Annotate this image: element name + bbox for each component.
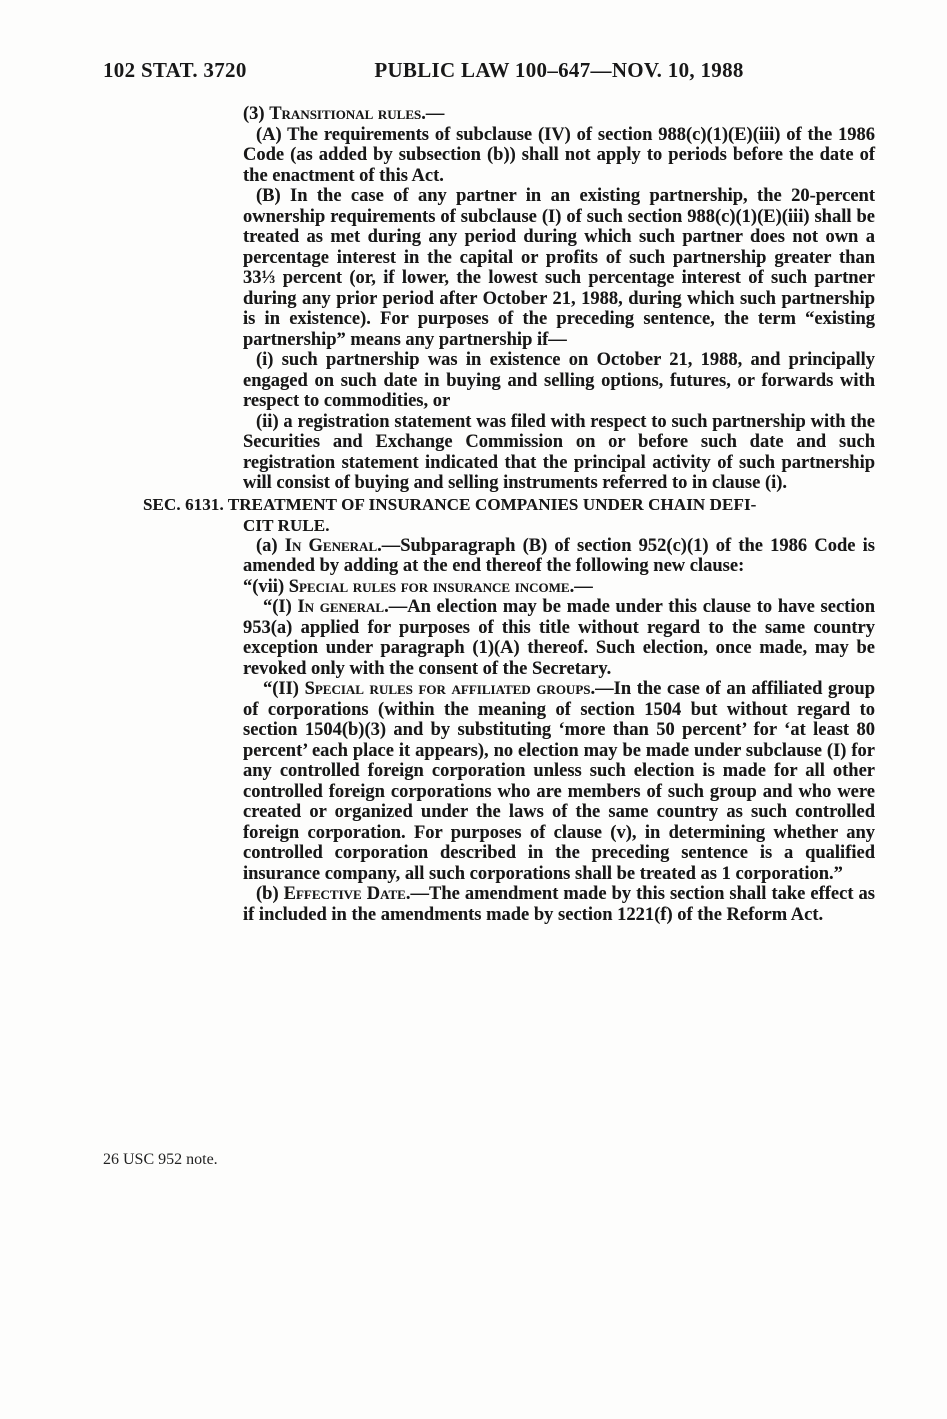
section-heading-line2: CIT RULE.	[243, 515, 330, 535]
clause-i: (i) such partnership was in existence on October 21, 1988, and principally engaged on such date in buying and selling options, futures, or forwards with respect to commodities, or	[243, 350, 875, 411]
para-3-heading	[243, 104, 875, 125]
clause-vii-title: Special rules for insurance income	[288, 576, 570, 597]
margin-note: 26 USC 952 note.	[103, 1151, 218, 1168]
subclause-I-number: “(I)	[263, 597, 298, 617]
para-3-dash: .—	[421, 104, 445, 124]
clause-vii-heading	[243, 577, 875, 598]
para-b-text: .—The amendment made by this section shall take effect as if included in the amendments made by section 1221(f) of the Reform Act.	[243, 884, 875, 925]
clause-vii-number: “(vii)	[243, 576, 289, 597]
law-header-title: PUBLIC LAW 100–647—NOV. 10, 1988	[374, 58, 744, 82]
para-3-number: (3)	[243, 104, 270, 124]
para-B: (B) In the case of any partner in an existing partnership, the 20-percent ownership requirements of subclause (I) of such section 988(c)(1)(E)(iii) shall be treated as met during any period during which such partner does not own a percentage interest in the capital or profits of such partnership greater than 33⅓ percent (or, if lower, the lowest such percentage interest of such partner during any prior period after October 21, 1988, during which such partnership is in existence). For purposes of the preceding sentence, the term “existing partnership” means any partnership if—	[243, 186, 875, 350]
para-a-number: (a)	[256, 535, 285, 556]
para-b-number: (b)	[256, 884, 284, 904]
clause-ii: (ii) a registration statement was filed with respect to such partnership with the Securities and Exchange Commission on or before such date and such registration statement indicated that the principal activity of such partnership will consist of buying and selling instruments referred to in clause (i).	[243, 411, 875, 493]
para-a-lead: In General	[284, 535, 378, 556]
subclause-II-lead: Special rules for affiliated groups	[304, 679, 591, 699]
subclause-I	[243, 597, 875, 679]
section-6131-heading	[143, 494, 875, 536]
para-3-title: Transitional rules	[269, 104, 422, 124]
subclause-II	[243, 679, 875, 884]
subclause-II-text: .—In the case of an affiliated group of corporations (within the meaning of section 1504 but without regard to section 1504(b)(3) and by substituting ‘more than 50 percent’ for ‘at least 80 percent’ each place it appears), no election may be made under subclause (I) for any controlled foreign corporation unless such election is made for all other controlled foreign corporations who are members of such group and who were created or organized under the laws of the same country as such controlled foreign corporation. For purposes of clause (v), in determining whether any controlled corporation described in the preceding sentence is a qualified insurance company, all such corporations shall be treated as 1 corporation.”	[243, 679, 875, 884]
para-b-effective-date	[243, 884, 875, 925]
para-A: (A) The requirements of subclause (IV) of section 988(c)(1)(E)(iii) of the 1986 Code (as added by subsection (b)) shall not apply to periods before the date of the enactment of this Act.	[243, 124, 875, 186]
clause-vii-dash: .—	[569, 576, 593, 597]
stat-page-number: 102 STAT. 3720	[103, 58, 247, 82]
para-a-text: .—Subparagraph (B) of section 952(c)(1) of the 1986 Code is amended by adding at the end thereof the following new clause:	[243, 535, 875, 576]
subclause-I-text: .—An election may be made under this clause to have section 953(a) applied for purposes of this title without regard to the same country exception under paragraph (1)(A) thereof. Such election, once made, may be revoked only with the consent of the Secretary.	[243, 597, 875, 679]
subclause-I-lead: In general	[297, 597, 385, 617]
para-a-in-general	[243, 536, 875, 577]
subclause-II-number: “(II)	[263, 679, 305, 699]
statute-text-column	[143, 104, 875, 925]
para-b-lead: Effective Date	[283, 884, 406, 904]
section-heading-line1: SEC. 6131. TREATMENT OF INSURANCE COMPANIES UNDER CHAIN DEFI-	[143, 494, 757, 514]
